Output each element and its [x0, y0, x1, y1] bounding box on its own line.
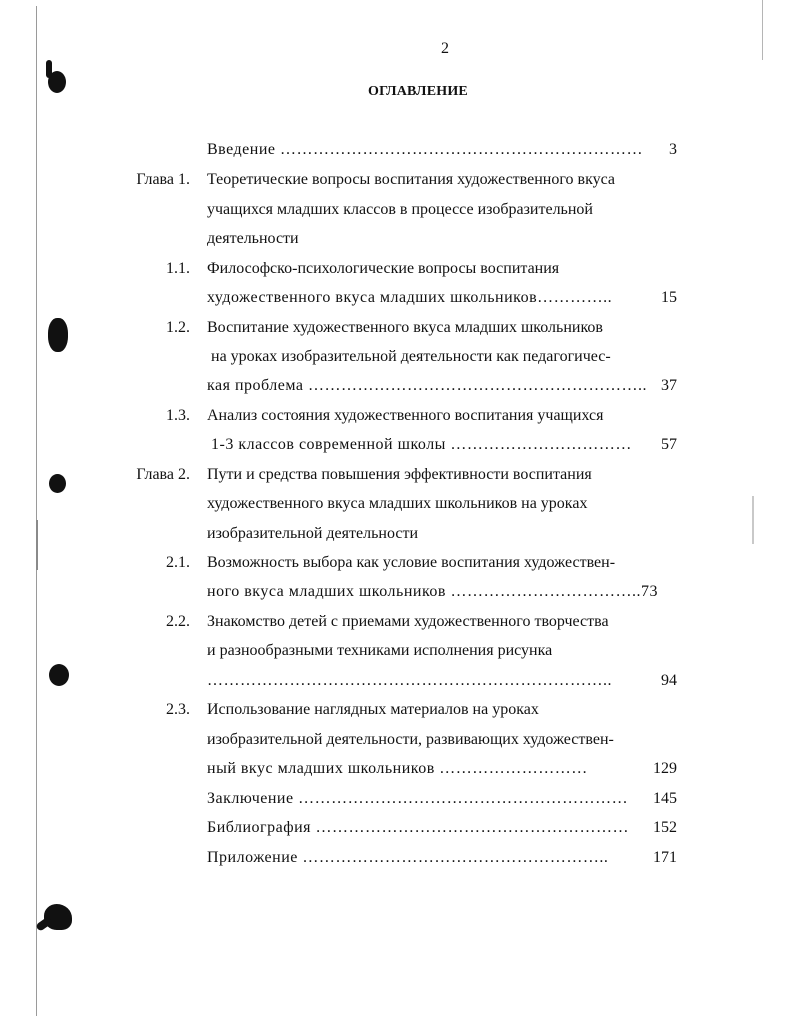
toc-entry-1-2-page: 37	[661, 377, 677, 394]
toc-entry-2-3-page: 129	[653, 760, 677, 777]
toc-entry-chapter-2-label: Глава 2.	[136, 466, 190, 483]
toc-entry-1-3-page: 57	[661, 436, 677, 453]
toc-entry-2-3-line-1[interactable]: Использование наглядных материалов на уроках	[207, 701, 539, 718]
toc-entry-1-1-line-2[interactable]: художественного вкуса младших школьников…………..	[207, 289, 613, 306]
page-title: ОГЛАВЛЕНИЕ	[368, 84, 468, 99]
toc-entry-2-2-line-1[interactable]: Знакомство детей с приемами художественного творчества	[207, 613, 609, 630]
toc-entry-1-1-line-1[interactable]: Философско-психологические вопросы воспитания	[207, 260, 560, 277]
toc-entry-2-2-page: 94	[661, 672, 677, 689]
toc-entry-1-2-line-1[interactable]: Воспитание художественного вкуса младших школьников	[207, 319, 603, 336]
toc-entry-chapter-1-label: Глава 1.	[136, 171, 190, 188]
toc-entry-1-3-line-2[interactable]: 1-3 классов современной школы ……………………………	[211, 436, 632, 453]
toc-entry-chapter-1-line-2[interactable]: учащихся младших классов в процессе изобразительной	[207, 201, 593, 218]
toc-entry-2-3-line-2[interactable]: изобразительной деятельности, развивающих художествен-	[207, 731, 614, 748]
toc-entry-1-3-line-1[interactable]: Анализ состояния художественного воспитания учащихся	[207, 407, 604, 424]
toc-entry-1-1-label: 1.1.	[166, 260, 190, 277]
toc-entry-conclusion-page: 145	[653, 790, 677, 807]
toc-entry-chapter-1-line-1[interactable]: Теоретические вопросы воспитания художественного вкуса	[207, 171, 616, 188]
toc-entry-2-2-line-2[interactable]: и разнообразными техниками исполнения рисунка	[207, 642, 553, 659]
toc-entry-2-2-label: 2.2.	[166, 613, 190, 630]
toc-entry-bibliography-line-1[interactable]: Библиография …………………………………………………	[207, 819, 629, 836]
toc-entry-2-1-label: 2.1.	[166, 554, 190, 571]
toc-entry-chapter-1-line-3[interactable]: деятельности	[207, 230, 299, 247]
toc-entry-chapter-2-line-2[interactable]: художественного вкуса младших школьников на уроках	[207, 495, 588, 512]
toc-entry-chapter-2-line-1[interactable]: Пути и средства повышения эффективности воспитания	[207, 466, 592, 483]
toc-entry-bibliography-page: 152	[653, 819, 677, 836]
toc-entry-1-1-page: 15	[661, 289, 677, 306]
toc-entry-2-1-line-2[interactable]: ного вкуса младших школьников ……………………………..73	[207, 583, 658, 600]
toc-entry-2-3-label: 2.3.	[166, 701, 190, 718]
toc-entry-2-3-line-3[interactable]: ный вкус младших школьников ………………………	[207, 760, 588, 777]
toc-entry-1-2-line-2[interactable]: на уроках изобразительной деятельности как педагогичес-	[211, 348, 611, 365]
toc-entry-appendix-line-1[interactable]: Приложение ………………………………………………..	[207, 849, 609, 866]
toc-entry-1-3-label: 1.3.	[166, 407, 190, 424]
toc-entry-intro-line-1[interactable]: Введение …………………………………………………………	[207, 141, 643, 158]
page-number: 2	[441, 40, 449, 57]
toc-entry-chapter-2-line-3[interactable]: изобразительной деятельности	[207, 525, 419, 542]
toc-entry-1-2-label: 1.2.	[166, 319, 190, 336]
toc-entry-appendix-page: 171	[653, 849, 677, 866]
toc-entry-intro-page: 3	[669, 141, 677, 158]
toc-entry-2-2-line-3[interactable]: ………………………………………………………………..	[207, 672, 612, 689]
toc-entry-1-2-line-3[interactable]: кая проблема ……………………………………………………..	[207, 377, 647, 394]
toc-entry-conclusion-line-1[interactable]: Заключение ……………………………………………………	[207, 790, 629, 807]
toc-entry-2-1-line-1[interactable]: Возможность выбора как условие воспитания художествен-	[207, 554, 616, 571]
